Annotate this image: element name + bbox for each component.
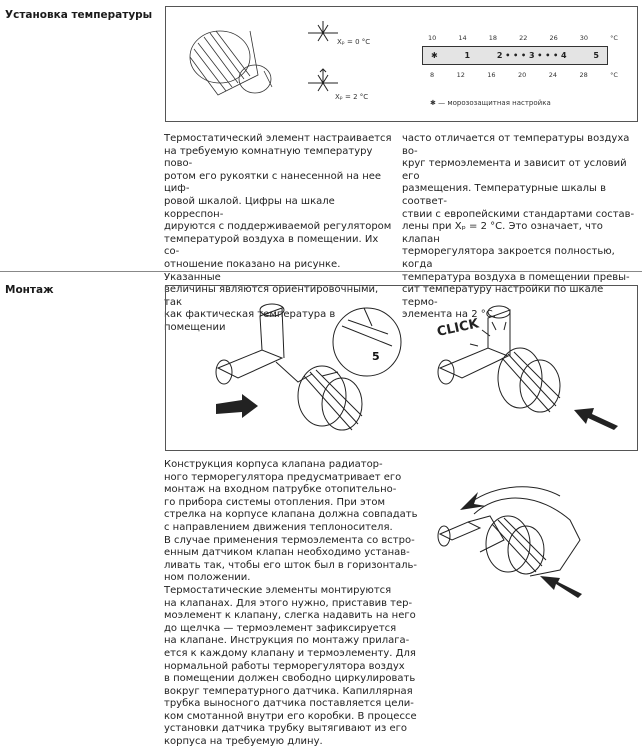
scale-mark-frost: ✱ — [431, 51, 438, 60]
temperature-text-right: часто отличается от температуры воздуха во- круг термоэлемента и зависит от условий его размещения. Температурные шкалы в соответ- ствии с европейскими стандартами состав- лены при Xₚ = 2 °С. Это означает, что клапан терморегулятора закроется полностью, когда температура воздуха в помещении превы- сит температуру настройки по шкале термо- элемента на 2 °С. — [402, 133, 635, 321]
valve-symbol-icon — [306, 19, 340, 49]
tick-label: °C — [610, 71, 618, 79]
tick-label: 20 — [518, 71, 527, 79]
mounting-figure-frame — [165, 285, 638, 451]
scale-mark: 2 • • • 3 • • • 4 — [496, 51, 567, 60]
click-mounting-illustration — [428, 296, 628, 446]
mounting-text: Конструкция корпуса клапана радиатор- ного терморегулятора предусматривает его монтаж на входном патрубке отопительно- го прибора системы отопления. При этом стрелка на корпусе клапана должна совпадать с направлением движения теплоносителя. В случае применения термоэлемента со встро- енным датчиком клапан необходимо устанав- ливать так, чтобы его шток был в горизонталь- ном положении. Термостатические элементы монтируются на клапанах. Для этого нужно, приставив тер- моэлемент к клапану, слегка надавить на него до щелчка — термоэлемент зафиксируется на клапане. Инструкция по монтажу прилага- ется к каждому клапану и термоэлементу. Для нормальной работы терморегулятора воздух в помещении должен свободно циркулировать вокруг температурного датчика. Капиллярная трубка выносного датчика поставляется цели- ком смотанной внутри его коробки. В процессе установки датчика трубку вытягивают из его корпуса на требуемую длину. — [164, 459, 418, 748]
tick-label: 14 — [458, 34, 467, 42]
scale-top-ticks — [428, 34, 618, 42]
tick-label: 22 — [519, 34, 528, 42]
tick-label: 18 — [488, 34, 497, 42]
tick-label: 30 — [579, 34, 589, 42]
xp-zero-label: Xₚ = 0 °C — [337, 38, 371, 46]
scale-mark: 1 — [464, 51, 471, 60]
temperature-scale-bar — [422, 46, 608, 65]
tick-label: 12 — [456, 71, 465, 79]
temperature-text-left: Термостатический элемент настраивается на требуемую комнатную температуру пово- ротом его рукоятки с нанесенной на нее циф- ровой шкалой. Цифры на шкале корреспон- дируются с поддерживаемой регулятором температурой воздуха в помещении. Их со- отношение показано на рисунке. Указанные величины являются ориентировочными, так как фактическая температура в помещении — [164, 133, 392, 333]
zoom-number-label: 5 — [372, 350, 380, 363]
section-divider — [0, 271, 642, 272]
tick-label: 24 — [548, 71, 558, 79]
tick-label: 16 — [487, 71, 496, 79]
tick-label: °C — [610, 34, 618, 42]
section-heading-temperature: Установка температуры — [5, 9, 153, 21]
tick-label: 10 — [428, 34, 437, 42]
scale-mark: 5 — [593, 51, 599, 60]
frost-protection-legend: ✱ — морозозащитная настройка — [430, 99, 551, 107]
tick-label: 28 — [579, 71, 588, 79]
scale-bottom-ticks — [430, 71, 618, 79]
tick-label: 8 — [430, 71, 435, 79]
temperature-figure-frame — [165, 6, 638, 122]
head-removal-illustration — [430, 480, 600, 610]
click-label: CLICK — [435, 316, 481, 340]
valve-mounting-illustration — [202, 296, 412, 446]
xp-two-label: Xₚ = 2 °C — [335, 93, 369, 101]
section-heading-mounting: Монтаж — [5, 284, 54, 296]
tick-label: 26 — [549, 34, 558, 42]
thermostat-head-illustration — [180, 17, 280, 102]
